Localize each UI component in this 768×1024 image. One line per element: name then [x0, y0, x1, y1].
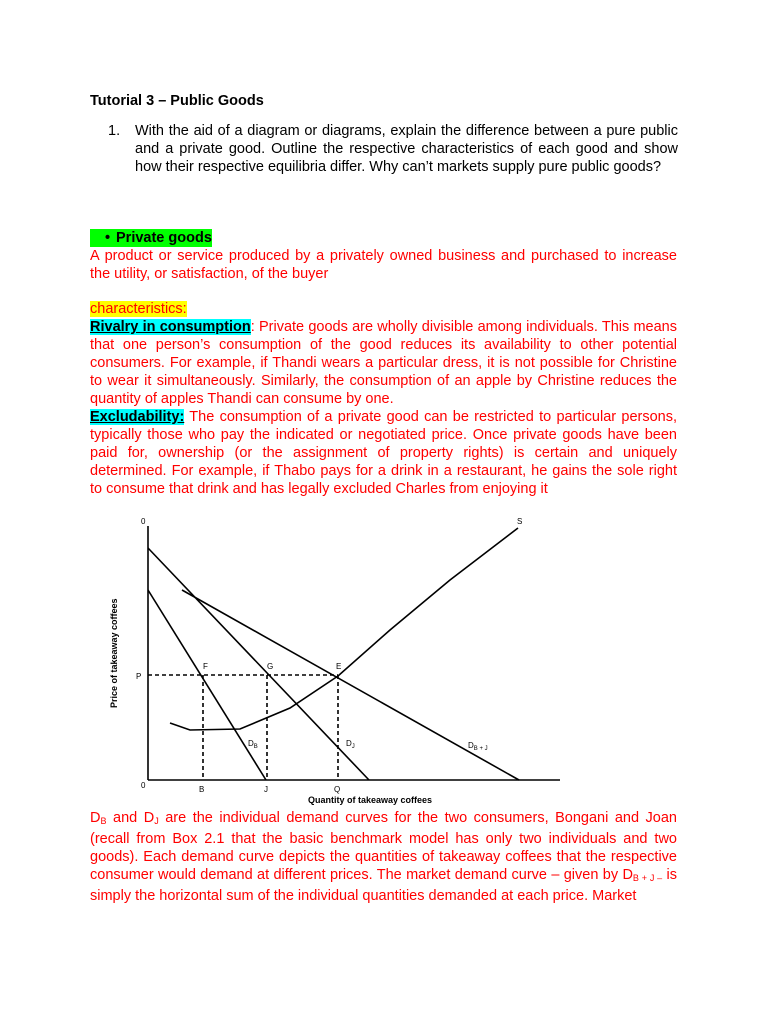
excludability-text: The consumption of a private good can be restricted to particular persons, typically those who pay the indicated or negotiated price. Once private goods have been paid for, ownership (or the assignment of property rights) is certain and uniquely determined. For example, if Thabo pays for a drink in a restaurant, he gains the sole right to consume that drink and has legally excluded Charles from enjoying it: [90, 409, 677, 497]
d-b-subscript: B: [100, 816, 107, 826]
section-heading-private-goods: [90, 229, 212, 247]
x-tick-q: Q: [334, 785, 341, 794]
bullet-icon: •: [105, 230, 111, 246]
series-label-dj: $D_J$: [346, 739, 355, 750]
series-label-dbj: $D_{B + J}$: [468, 741, 488, 752]
characteristics-section: [90, 300, 677, 498]
rivalry-text: : Private goods are wholly divisible among individuals. This means that one person’s consumption of the good reduces its availability to other potential consumers. For example, if Thandi wears a particular dress, it is not possible for Christine to wear it simultaneously. Similarly, the consumption of an apple by Christine reduces the quantity of apples Thandi can consume by one.: [90, 319, 677, 407]
excludability-term: Excludability:: [90, 409, 185, 425]
question-number: 1.: [108, 123, 121, 139]
point-label-f: F: [203, 662, 208, 671]
demand-supply-chart: [90, 510, 580, 810]
section-heading-label: Private goods: [116, 230, 212, 246]
d-bj-subscript: B + J –: [632, 873, 663, 883]
demand-curve-dbj: [182, 590, 519, 780]
excludability-paragraph: [90, 408, 677, 498]
y-tick-p: P: [136, 672, 142, 681]
and-text: and: [106, 810, 144, 826]
chart-svg: [90, 510, 580, 810]
definition-paragraph: A product or service produced by a privately owned business and purchased to increase the utility, or satisfaction, of the buyer: [90, 248, 677, 282]
point-label-g: G: [267, 662, 274, 671]
page-title: Tutorial 3 – Public Goods: [90, 93, 264, 109]
chart-origin-top-label: 0: [141, 517, 146, 526]
explanation-text-2: is simply the horizontal sum of the individual quantities demanded at each price. Market: [90, 867, 677, 904]
explanation-text-1: are the individual demand curves for the two consumers, Bongani and Joan (recall from Box 2.1 that the basic benchmark model has only two individuals and two goods). Each demand curve depicts the quantities of takeaway coffees that the respective consumer would demand at different prices. The market demand curve – given by: [90, 810, 677, 883]
characteristics-label: characteristics:: [90, 301, 187, 317]
x-axis-label: Quantity of takeaway coffees: [308, 795, 433, 805]
question-1: [108, 122, 678, 176]
d-j-symbol: D: [143, 810, 155, 826]
explanation-paragraph: [90, 809, 677, 905]
d-j-subscript: J: [154, 816, 159, 826]
rivalry-term: Rivalry in consumption: [90, 319, 251, 335]
question-text: With the aid of a diagram or diagrams, explain the difference between a pure public and a private good. Outline the respective characteristics of each good and show how their respective equilibria differ. Why can’t markets supply pure public goods?: [135, 123, 678, 175]
x-tick-j: J: [264, 785, 268, 794]
series-label-db: $D_B$: [248, 739, 258, 750]
supply-curve-s: [170, 528, 518, 730]
y-axis-label: Price of takeaway coffees: [109, 598, 119, 708]
d-bj-symbol: D: [622, 867, 633, 883]
demand-curve-db: [148, 590, 266, 780]
point-label-e: E: [336, 662, 342, 671]
chart-origin-label: 0: [141, 781, 146, 790]
d-b-symbol: D: [90, 810, 101, 826]
rivalry-paragraph: [90, 318, 677, 408]
series-label-s: S: [517, 517, 523, 526]
x-tick-b: B: [199, 785, 205, 794]
